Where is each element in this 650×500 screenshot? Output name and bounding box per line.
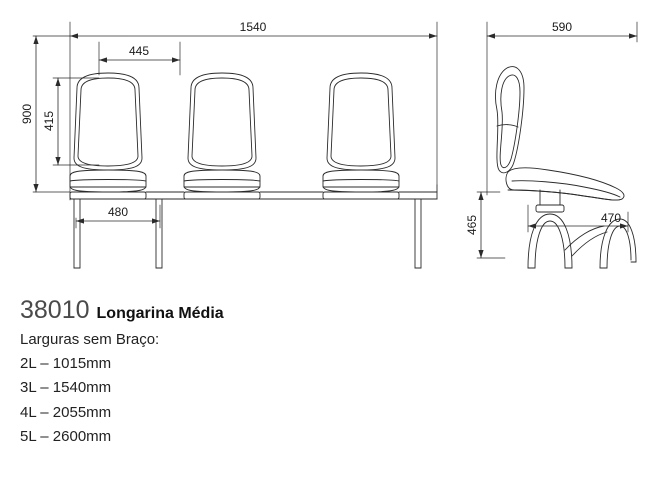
side-base [528, 190, 636, 268]
seat-cushion-1 [70, 170, 146, 199]
leg-far-right [415, 199, 421, 268]
dim-line-465 [478, 192, 483, 258]
dim-label-465: 465 [465, 214, 479, 236]
seat-cushion-2 [184, 170, 260, 199]
dim-label-415: 415 [42, 110, 56, 132]
dim-line-590 [487, 33, 637, 38]
product-title: Longarina Média [96, 305, 224, 322]
seat-backrest-1 [74, 73, 142, 170]
width-item-4l: 4L – 2055mm [20, 403, 112, 421]
leg-right [156, 199, 162, 268]
dim-line-1540 [70, 33, 437, 38]
width-item-5l: 5L – 2600mm [20, 427, 112, 445]
caption-block [20, 296, 440, 449]
dim-label-470: 470 [600, 211, 622, 225]
dim-line-900 [33, 36, 38, 192]
dim-line-445 [99, 57, 180, 62]
dim-label-1540: 1540 [239, 20, 267, 34]
leg-left [74, 199, 80, 268]
width-item-2l: 2L – 1015mm [20, 355, 112, 372]
caption-title-line [20, 296, 440, 325]
dim-line-415 [55, 78, 60, 165]
width-item-3l: 3L – 1540mm [20, 379, 112, 397]
seat-cushion-3 [323, 170, 399, 199]
widths-heading: Larguras sem Braço: [20, 331, 160, 348]
seat-backrest-2 [188, 73, 256, 170]
dim-label-590: 590 [551, 20, 573, 34]
dim-label-445: 445 [128, 44, 150, 58]
front-extension-lines [33, 22, 437, 228]
product-code: 38010 [20, 296, 90, 324]
side-backrest [495, 67, 524, 173]
widths-list [20, 352, 440, 449]
dim-label-480: 480 [107, 205, 129, 219]
seat-backrest-3 [327, 73, 395, 170]
dim-label-900: 900 [20, 103, 34, 125]
dim-line-480 [76, 218, 160, 223]
side-seat [506, 168, 624, 200]
